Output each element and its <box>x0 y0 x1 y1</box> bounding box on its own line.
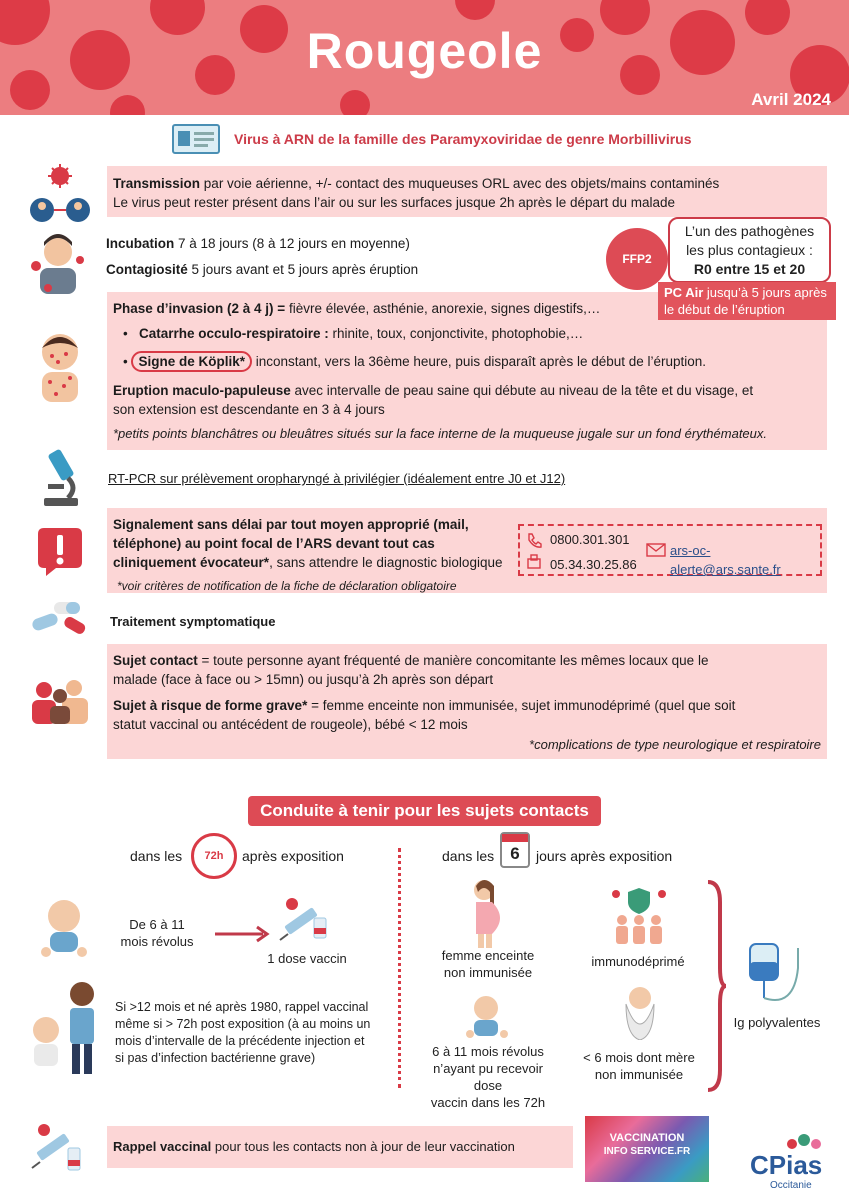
sick-person-icon <box>28 230 88 294</box>
newborn-icon <box>620 984 660 1040</box>
cpias-dots-icon <box>782 1132 822 1152</box>
clock-72h-label: 72h <box>204 850 224 862</box>
koplik-text: inconstant, vers la 36ème heure, puis disparaît après le début de l’éruption. <box>252 354 707 369</box>
transmission-icon <box>28 162 92 224</box>
signalement-line-2: téléphone) au point focal de l’ARS devant tout cas <box>113 536 435 551</box>
email-link[interactable]: ars-oc-alerte@ars.sante.fr <box>670 543 781 577</box>
pregnant-line-1: femme enceinte <box>441 948 535 963</box>
pc-air-label: PC Air <box>664 285 704 300</box>
cpias-logo[interactable]: CPias <box>750 1150 823 1180</box>
page-title: Rougeole <box>306 23 543 79</box>
baby-icon <box>36 896 92 958</box>
decor-dot <box>340 90 370 115</box>
koplik-item: • Signe de Köplik* inconstant, vers la 36ème heure, puis disparaît après le début de l’éruption. <box>113 352 821 371</box>
rappel-label: Rappel vaccinal <box>113 1139 212 1154</box>
iv-bag-icon <box>744 938 808 1008</box>
infant-icon <box>462 994 512 1040</box>
ig-polyvalentes-label: Ig polyvalentes <box>733 1015 821 1030</box>
people-icon <box>30 676 92 724</box>
rappel-text: pour tous les contacts non à jour de leur vaccination <box>211 1139 515 1154</box>
signalement-line-3-bold: cliniquement évocateur* <box>113 555 270 570</box>
signalement-line-3-rest: , sans attendre le diagnostic biologique <box>269 555 503 570</box>
header-banner <box>0 0 849 115</box>
contagiosite-line <box>106 260 418 279</box>
treatment-text: Traitement symptomatique <box>110 614 276 629</box>
incubation-line <box>106 234 410 253</box>
contagiosite-value: 5 jours avant et 5 jours après éruption <box>187 262 419 277</box>
left-suffix: après exposition <box>242 848 344 864</box>
vaccination-line-2: INFO SERVICE.FR <box>603 1146 691 1157</box>
pregnant-woman-icon <box>462 878 512 948</box>
contact-panel <box>107 644 827 759</box>
signalement-note: *voir critères de notification de la fiche de déclaration obligatoire <box>117 579 457 593</box>
infant-line-2: n’ayant pu recevoir dose <box>433 1061 543 1093</box>
microscope-icon <box>38 448 84 508</box>
rappel-line-4: si pas d’infection bactérienne grave) <box>115 1051 316 1065</box>
catarrhe-label: Catarrhe occulo-respiratoire : <box>138 326 329 341</box>
newborn-line-1: < 6 mois dont mère <box>583 1050 695 1065</box>
rappel-line-1: Si >12 mois et né après 1980, rappel vaccinal <box>115 1000 369 1014</box>
sujet-contact-label: Sujet contact <box>113 653 198 668</box>
vaccination-line-1: VACCINATION <box>609 1132 685 1144</box>
sujet-contact-text-1: = toute personne ayant fréquenté de manière concomitante les mêmes locaux que le <box>197 653 709 668</box>
alert-icon <box>36 526 84 578</box>
age-line-2: mois révolus <box>120 934 194 949</box>
risk-text-2: statut vaccinal ou antécédent de rougeole), bébé < 12 mois <box>113 717 468 732</box>
conduite-title: Conduite à tenir pour les sujets contacts <box>248 796 601 826</box>
eruption-text-1: avec intervalle de peau saine qui débute au niveau de la tête et du visage, et <box>290 383 754 398</box>
pregnant-label <box>428 947 548 981</box>
rappel-conditions <box>115 999 387 1067</box>
contagiousness-box <box>668 217 831 283</box>
decor-dot <box>455 0 495 20</box>
pc-air-badge <box>658 282 836 320</box>
children-icon <box>26 978 102 1082</box>
vaccine-booster-icon <box>30 1120 86 1174</box>
publication-date: Avril 2024 <box>751 90 831 109</box>
infant-label <box>418 1043 558 1111</box>
phone-icon <box>526 532 542 548</box>
rappel-line-2: même si > 72h post exposition (à au moins un <box>115 1017 371 1031</box>
virus-row <box>172 124 692 154</box>
signalement-line-1: Signalement sans délai par tout moyen approprié (mail, <box>113 517 469 532</box>
catarrhe-text: rhinite, toux, conjonctivite, photophobie,… <box>328 326 584 341</box>
contagious-line-1: L’un des pathogènes <box>684 223 815 239</box>
contagiosite-label: Contagiosité <box>106 262 188 277</box>
decor-dot <box>110 95 145 115</box>
curly-brace <box>704 878 728 1094</box>
immunodeficient-label: immunodéprimé <box>591 954 685 969</box>
risk-label: Sujet à risque de forme grave* <box>113 698 308 713</box>
email-icon <box>646 542 666 558</box>
child-rash-icon <box>32 330 88 402</box>
eruption-label: Eruption maculo-papuleuse <box>113 383 291 398</box>
ars-contact-box <box>518 524 822 576</box>
invasion-label: Phase d’invasion (2 à 4 j) = <box>113 301 286 316</box>
vaccine-syringe-icon <box>278 894 334 944</box>
id-card-icon <box>172 124 220 154</box>
diagnostic-text: RT-PCR sur prélèvement oropharyngé à privilégier (idéalement entre J0 et J12) <box>108 471 566 486</box>
vaccination-info-service-logo[interactable] <box>585 1116 709 1182</box>
transmission-panel <box>107 166 827 217</box>
incubation-label: Incubation <box>106 236 175 251</box>
one-dose-vaccine: 1 dose vaccin <box>267 951 347 966</box>
calendar-icon <box>500 832 530 868</box>
transmission-text: par voie aérienne, +/- contact des muqueuses ORL avec des objets/mains contaminés <box>200 176 720 191</box>
risk-text-1: = femme enceinte non immunisée, sujet immunodéprimé (quel que soit <box>307 698 736 713</box>
phone-number[interactable]: 0800.301.301 <box>550 532 630 547</box>
koplik-note: *petits points blanchâtres ou bleuâtres situés sur la face interne de la muqueuse jugale sur un fond érythémateux. <box>113 426 768 441</box>
arrow-right-icon <box>213 924 271 944</box>
virus-description: Virus à ARN de la famille des Paramyxoviridae de genre Morbillivirus <box>234 131 692 147</box>
transmission-survival-text: Le virus peut rester présent dans l’air ou sur les surfaces jusque 2h après le départ du malade <box>113 195 676 210</box>
pregnant-line-2: non immunisée <box>443 965 533 980</box>
column-divider <box>398 848 401 1088</box>
right-suffix: jours après exposition <box>536 848 673 864</box>
cpias-subtitle: Occitanie <box>770 1180 812 1191</box>
newborn-label <box>574 1049 704 1083</box>
ffp2-label: FFP2 <box>622 252 652 266</box>
eruption-text-2: son extension est descendante en 3 à 4 jours <box>113 402 385 417</box>
fax-icon <box>526 554 542 570</box>
pc-air-text-2: le début de l’éruption <box>664 302 785 317</box>
infant-line-1: 6 à 11 mois révolus <box>432 1044 544 1059</box>
invasion-text: fièvre élevée, asthénie, anorexie, signes digestifs,… <box>285 301 601 316</box>
transmission-label: Transmission <box>113 176 201 191</box>
sujet-contact-text-2: malade (face à face ou > 15mn) ou jusqu’à 2h après son départ <box>113 672 494 687</box>
right-prefix: dans les <box>442 848 495 864</box>
contagious-line-2: les plus contagieux : <box>686 242 813 258</box>
infant-line-3: vaccin dans les 72h <box>430 1095 546 1110</box>
complications-note: *complications de type neurologique et respiratoire <box>529 737 821 752</box>
catarrhe-item: • Catarrhe occulo-respiratoire : rhinite, toux, conjonctivite, photophobie,… <box>123 326 584 341</box>
r0-value: R0 entre 15 et 20 <box>693 261 806 277</box>
newborn-line-2: non immunisée <box>594 1067 684 1082</box>
age-line-1: De 6 à 11 <box>129 917 185 932</box>
koplik-label: Signe de Köplik* <box>131 351 252 372</box>
rappel-line-3: mois d’intervalle de la précédente injection et <box>115 1034 365 1048</box>
immunodeficient-icon <box>608 886 670 946</box>
rappel-panel <box>107 1126 573 1168</box>
pills-icon <box>30 598 90 638</box>
fax-number[interactable]: 05.34.30.25.86 <box>550 557 637 572</box>
calendar-day: 6 <box>510 844 520 863</box>
clock-72h-icon <box>191 833 237 879</box>
age-6-11-label <box>112 916 202 950</box>
ffp2-mask-icon <box>606 228 668 290</box>
incubation-value: 7 à 18 jours (8 à 12 jours en moyenne) <box>174 236 410 251</box>
pc-air-text-1: jusqu’à 5 jours après <box>703 285 827 300</box>
left-prefix: dans les <box>130 848 183 864</box>
